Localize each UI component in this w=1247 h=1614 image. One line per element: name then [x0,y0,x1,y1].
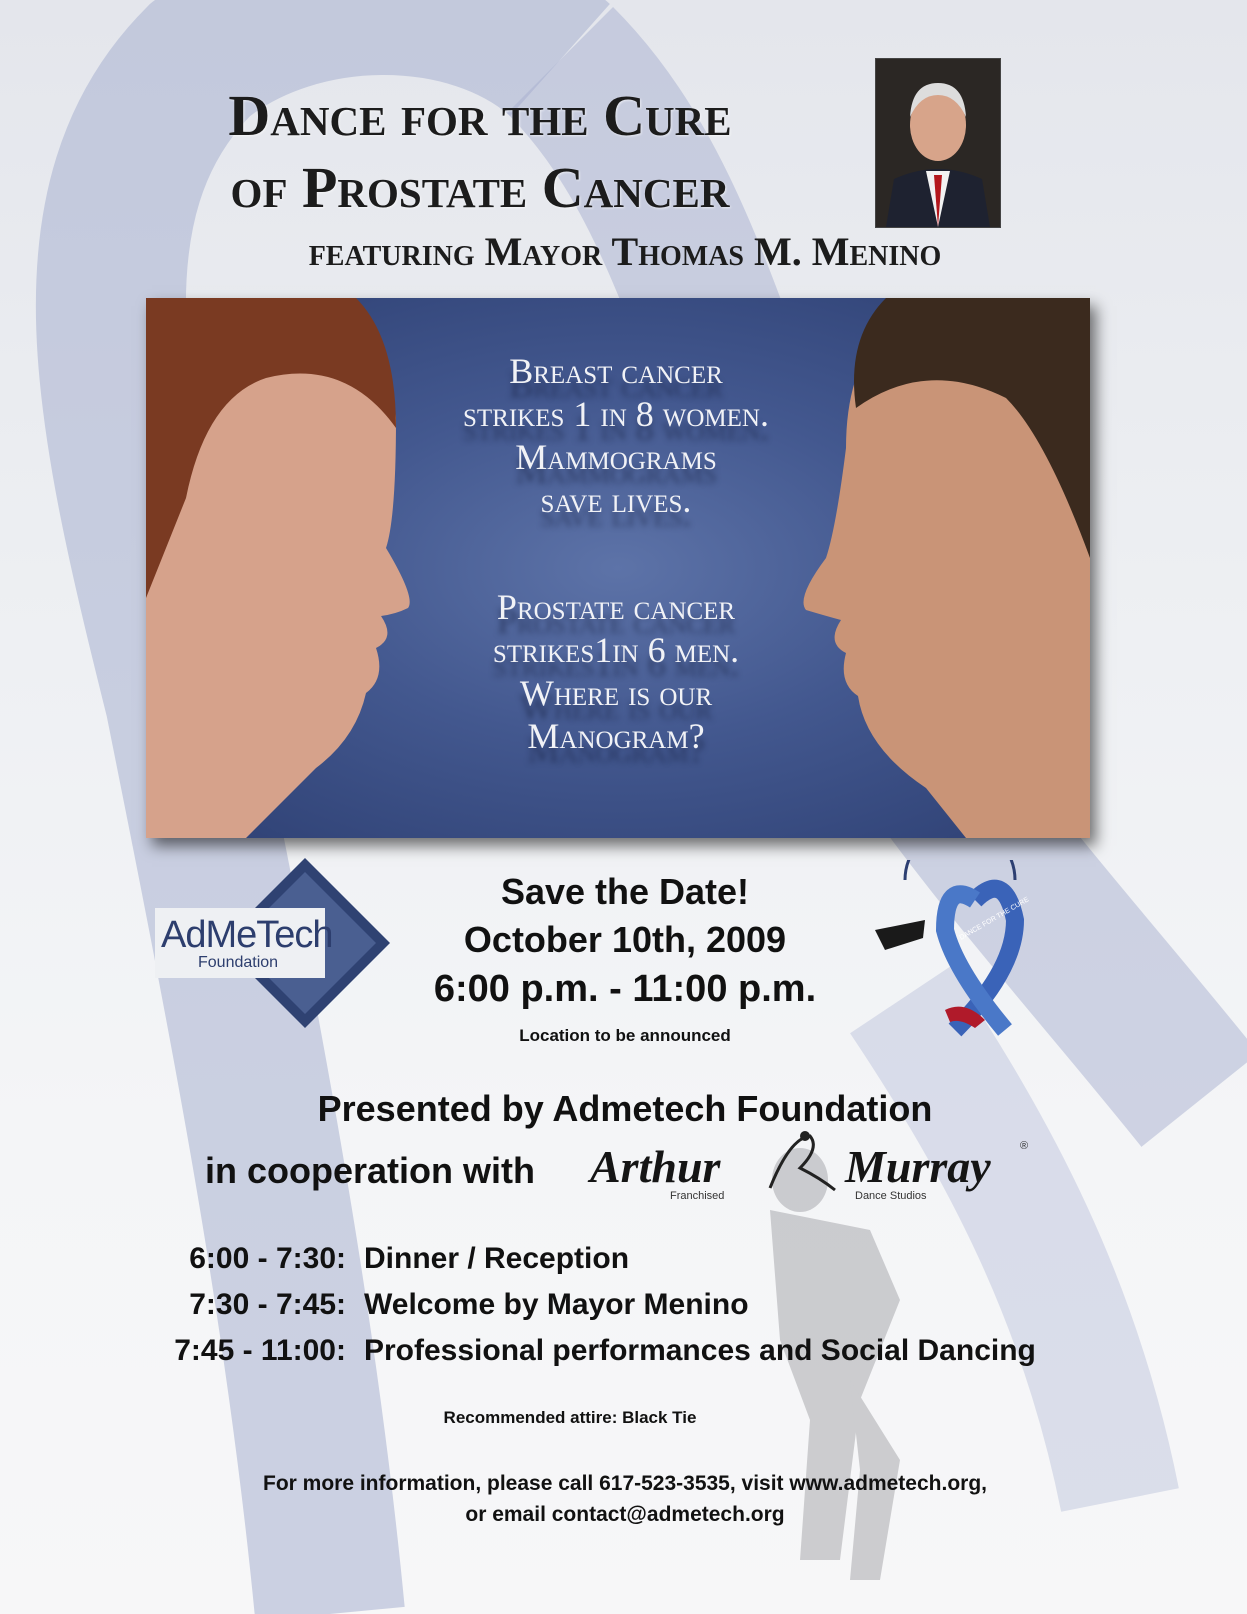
save-the-date [390,868,860,1048]
schedule-description: Welcome by Mayor Menino [364,1288,749,1321]
contact-line-1: For more information, please call 617-523-3535, visit www.admetech.org, [263,1472,987,1495]
save-date-heading: Save the Date! [500,871,750,912]
attire-note: Recommended attire: Black Tie [443,1408,697,1427]
arthur-murray-trademark: ® [1020,1140,1029,1152]
arthur-murray-sub-right: Dance Studios [855,1190,927,1202]
contact-line-2: or email contact@admetech.org [465,1503,785,1526]
event-time: 6:00 p.m. - 11:00 p.m. [433,968,817,1010]
admetech-foundation-logo [155,858,395,1028]
schedule-time: 7:30 - 7:45: [189,1288,346,1321]
dance-ribbon-logo [865,860,1065,1060]
svg-text:DANCE FOR THE CURE: DANCE FOR THE CURE [958,896,1031,942]
event-location: Location to be announced [519,1026,731,1045]
mayor-portrait-photo [875,58,1001,228]
event-title [120,80,840,224]
murray-logo-word: Murray [845,1141,991,1192]
arthur-logo-word: Arthur [590,1141,721,1192]
title-line-2: of Prostate Cancer [230,155,730,220]
event-schedule [150,1236,1130,1374]
breast-cancer-message: Breast cancer strikes 1 in 8 women. Mammograms save lives. [463,351,769,520]
presented-by: Presented by Admetech Foundation [317,1088,933,1129]
schedule-description: Professional performances and Social Dancing [364,1334,1036,1367]
awareness-panel [146,298,1090,838]
event-date: October 10th, 2009 [463,919,787,960]
arthur-murray-sub-left: Franchised [670,1190,725,1202]
schedule-time: 7:45 - 11:00: [174,1334,346,1367]
contact-info [150,1468,1100,1530]
schedule-row [150,1328,1130,1374]
schedule-row [150,1236,1130,1282]
title-line-1: Dance for the Cure [228,83,732,148]
cooperation-text: in cooperation with [205,1150,535,1191]
admetech-logo-name: AdMeTech [161,914,333,956]
schedule-time: 6:00 - 7:30: [189,1242,346,1275]
featuring-subtitle: featuring Mayor Thomas M. Menino [308,229,942,274]
prostate-cancer-message: Prostate cancer strikes1in 6 men. Where is our Manogram? [492,587,740,756]
schedule-description: Dinner / Reception [364,1242,630,1275]
dancing-couple-icon [750,1128,840,1198]
arthur-murray-logo [590,1140,1040,1210]
admetech-logo-sub: Foundation [198,954,279,971]
schedule-row [150,1282,1130,1328]
